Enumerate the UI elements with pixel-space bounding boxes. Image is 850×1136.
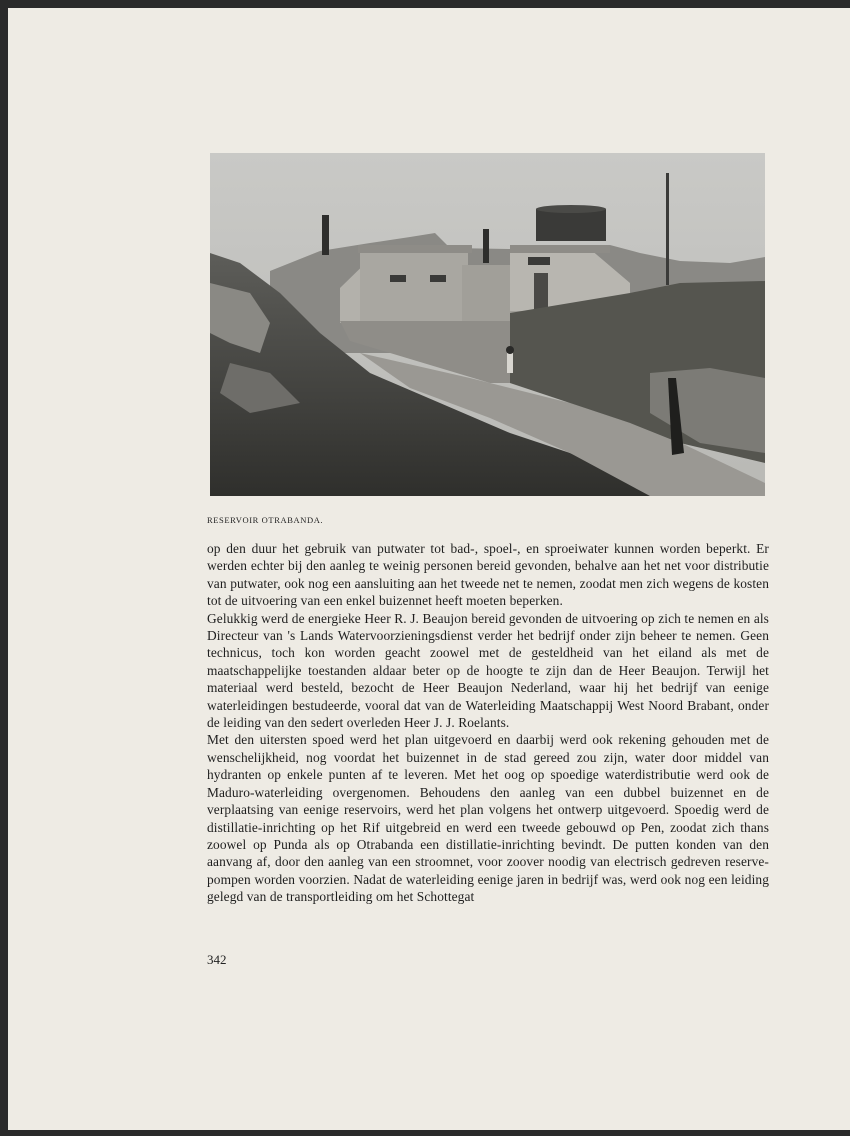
- figure-caption: RESERVOIR OTRABANDA.: [207, 515, 324, 525]
- paragraph: op den duur het gebruik van putwater tot bad-, spoel-, en sproeiwater kunnen worden beperkt. Er werden echter bij den aanleg te weinig personen bereid gevonden, behalve aan het net voor distributie van putwater, ook nog een aansluiting aan het tweede net te nemen, zoodat men zich wegens de kosten tot de uitvoering van een enkel buizennet heeft moeten beperken.: [207, 541, 769, 609]
- paragraph: Met den uitersten spoed werd het plan uitgevoerd en daarbij werd ook rekening gehouden met de wenschelijkheid, nog voordat het buizennet in de stad gereed zou zijn, water door middel van hydranten op enkele punten af te leveren. Met het oog op spoedige waterdistributie werd ook de Maduro-waterleiding overgenomen. Behoudens den aanleg van een dubbel buizennet en de verplaatsing van eenige reservoirs, werd het plan volgens het ontwerp uitgevoerd. Spoedig werd de distillatie-inrichting op het Rif uitgebreid en werd een tweede gebouwd op Pen, zoodat zich thans zoowel op Punda als op Otrabanda een distillatie-inrichting bevindt. De putten konden van den aanvang af, door den aanleg van een stroomnet, voor zoover noodig van electrisch gedreven reserve-pompen worden voorzien. Nadat de waterleiding eenige jaren in bedrijf was, werd ook nog een leiding gelegd van de transportleiding om het Schottegat: [207, 732, 769, 905]
- reservoir-photo: [210, 153, 765, 496]
- paragraph: Gelukkig werd de energieke Heer R. J. Beaujon bereid gevonden de uitvoering op zich te nemen en als Directeur van 's Lands Watervoorzieningsdienst verder het bedrijf onder zijn beheer te nemen. Geen technicus, toch kon worden geacht zoowel met de gesteldheid van het eiland als met de maatschappelijke toestanden aldaar beter op de hoogte te zijn dan de Heer Beaujon. Terwijl het materiaal werd besteld, bezocht de Heer Beaujon Nederland, waar hij het bedrijf van eenige waterleidingen bestudeerde, vooral dat van de Waterleiding Maatschappij West Noord Brabant, onder de leiding van den sedert overleden Heer J. J. Roelants.: [207, 610, 769, 731]
- page: [8, 8, 850, 1130]
- body-text: [207, 540, 769, 906]
- reservoir-photo-image: [210, 153, 765, 496]
- page-number: 342: [207, 952, 227, 967]
